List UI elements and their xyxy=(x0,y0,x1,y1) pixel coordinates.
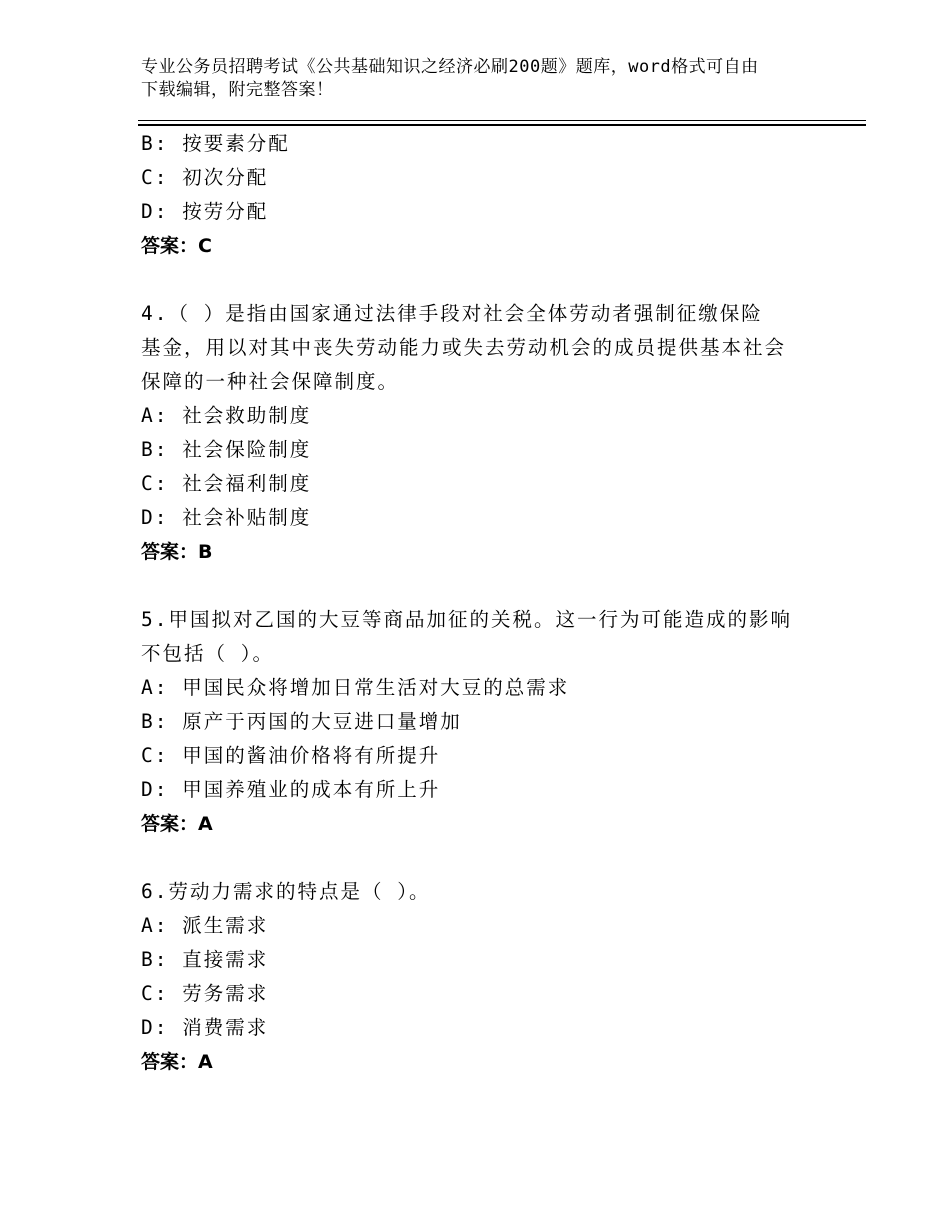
stem-line: 6.劳动力需求的特点是（ ）。 xyxy=(141,880,431,903)
stem-line: 保障的一种社会保障制度。 xyxy=(141,370,400,393)
option-d: D: 消费需求 xyxy=(141,1016,269,1039)
option-c: C: 社会福利制度 xyxy=(141,472,312,495)
header-line-2: 下载编辑，附完整答案！ xyxy=(141,80,334,100)
stem-line: 基金，用以对其中丧失劳动能力或失去劳动机会的成员提供基本社会 xyxy=(141,336,787,359)
header-line-1: 专业公务员招聘考试《公共基础知识之经济必刷200题》题库，word格式可自由 xyxy=(141,57,759,77)
stem-line: 5.甲国拟对乙国的大豆等商品加征的关税。这一行为可能造成的影响 xyxy=(141,608,792,631)
option-c: C: 劳务需求 xyxy=(141,982,269,1005)
spacer xyxy=(141,263,841,297)
stem-line: 4.（ ）是指由国家通过法律手段对社会全体劳动者强制征缴保险 xyxy=(141,302,763,325)
option-a: A: 派生需求 xyxy=(141,914,269,937)
question-3-tail xyxy=(141,127,841,263)
question-stem xyxy=(141,297,841,399)
option-c: C: 甲国的酱油价格将有所提升 xyxy=(141,744,441,767)
spacer xyxy=(141,569,841,603)
stem-line: 不包括（ ）。 xyxy=(141,642,274,665)
option-d: D: 按劳分配 xyxy=(141,200,269,223)
option-b: B: 社会保险制度 xyxy=(141,438,312,461)
document-header xyxy=(141,56,821,102)
option-a: A: 甲国民众将增加日常生活对大豆的总需求 xyxy=(141,676,570,699)
option-a: A: 社会救助制度 xyxy=(141,404,312,427)
spacer xyxy=(141,841,841,875)
answer: 答案：A xyxy=(141,1051,213,1073)
question-list xyxy=(141,127,841,1079)
option-d: D: 社会补贴制度 xyxy=(141,506,312,529)
question-4 xyxy=(141,297,841,569)
header-rule-thin xyxy=(138,120,866,121)
question-stem xyxy=(141,603,841,671)
question-stem xyxy=(141,875,841,909)
answer: 答案：A xyxy=(141,813,213,835)
option-d: D: 甲国养殖业的成本有所上升 xyxy=(141,778,441,801)
option-b: B: 直接需求 xyxy=(141,948,269,971)
answer: 答案：B xyxy=(141,541,213,563)
question-5 xyxy=(141,603,841,841)
answer: 答案：C xyxy=(141,235,212,257)
header-rule-thick xyxy=(138,124,866,126)
option-b: B: 原产于丙国的大豆进口量增加 xyxy=(141,710,462,733)
option-c: C: 初次分配 xyxy=(141,166,269,189)
option-b: B: 按要素分配 xyxy=(141,132,290,155)
question-6 xyxy=(141,875,841,1079)
